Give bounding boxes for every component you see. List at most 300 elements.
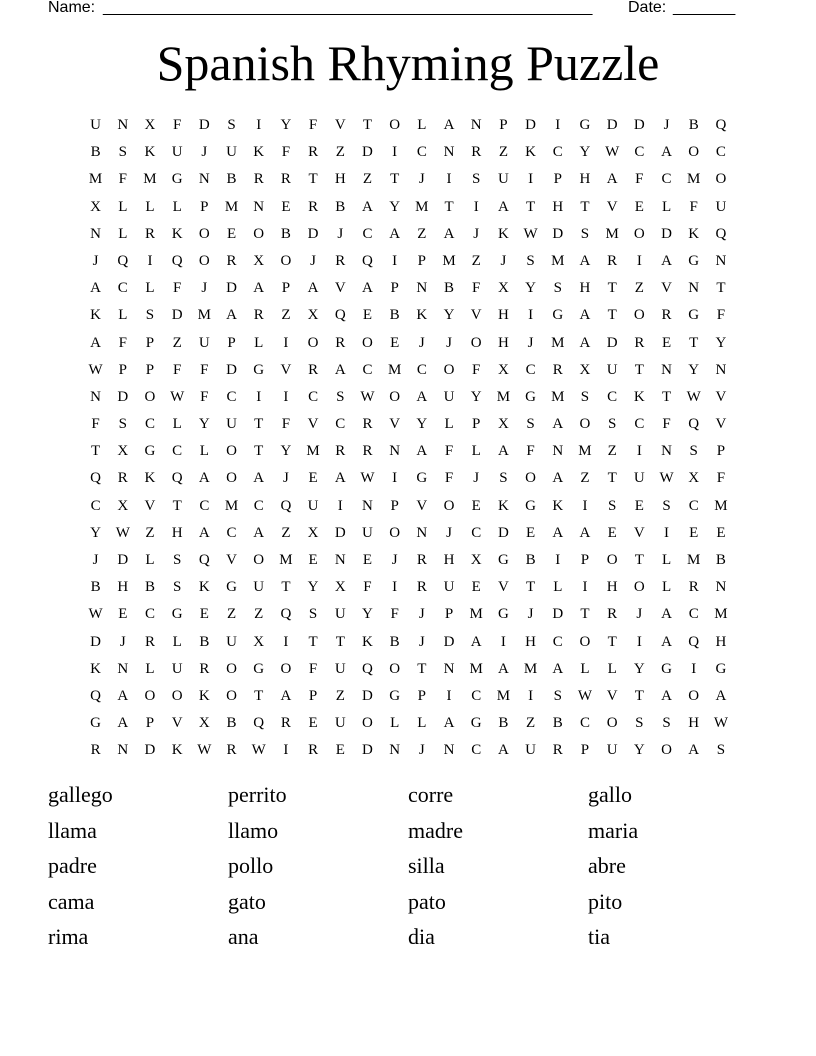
- grid-row: [82, 139, 735, 166]
- grid-letter: G: [253, 361, 265, 378]
- grid-letter: B: [199, 633, 210, 650]
- grid-letter: T: [172, 497, 182, 514]
- grid-letter: X: [497, 416, 509, 433]
- grid-letter: T: [580, 198, 590, 215]
- grid-letter: K: [144, 470, 156, 487]
- grid-letter: D: [606, 334, 618, 351]
- grid-letter: G: [688, 307, 700, 324]
- grid-letter: J: [201, 280, 208, 297]
- grid-letter: S: [526, 416, 535, 433]
- grid-letter: T: [661, 388, 672, 405]
- grid-letter: I: [392, 252, 398, 269]
- grid-letter: H: [334, 171, 346, 188]
- grid-letter: I: [528, 171, 534, 188]
- grid-letter: M: [578, 443, 592, 460]
- grid-letter: W: [170, 388, 185, 405]
- grid-letter: S: [662, 715, 671, 732]
- grid-letter: O: [253, 552, 265, 568]
- grid-letter: M: [224, 198, 239, 215]
- grid-letter: R: [416, 552, 427, 568]
- grid-letter: L: [145, 198, 155, 215]
- grid-letter: D: [226, 280, 237, 297]
- grid-letter: N: [416, 280, 428, 297]
- grid-letter: S: [472, 171, 481, 188]
- grid-letter: C: [471, 524, 482, 541]
- grid-letter: A: [416, 388, 428, 405]
- grid-letter: U: [334, 715, 346, 732]
- grid-letter: J: [337, 225, 344, 242]
- grid-letter: X: [253, 633, 265, 650]
- grid-letter: N: [552, 443, 564, 460]
- grid-letter: L: [145, 660, 155, 677]
- grid-letter: L: [118, 198, 128, 215]
- grid-letter: I: [283, 388, 289, 405]
- grid-letter: L: [172, 416, 182, 433]
- grid-letter: R: [607, 606, 618, 623]
- grid-letter: U: [334, 660, 346, 677]
- grid-letter: Y: [198, 416, 210, 433]
- grid-letter: N: [715, 252, 727, 269]
- grid-letter: M: [224, 497, 239, 514]
- grid-letter: C: [525, 361, 536, 378]
- grid-letter: O: [470, 334, 482, 351]
- grid-letter: G: [525, 388, 537, 405]
- grid-letter: Z: [335, 687, 345, 704]
- grid-letter: U: [606, 361, 618, 378]
- grid-letter: U: [171, 660, 183, 677]
- grid-letter: M: [415, 198, 429, 215]
- grid-letter: C: [226, 524, 237, 541]
- grid-letter: C: [172, 443, 183, 460]
- grid-letter: X: [470, 552, 482, 568]
- grid-row: [82, 302, 735, 329]
- grid-letter: A: [606, 171, 618, 188]
- grid-letter: W: [686, 388, 701, 405]
- grid-letter: O: [362, 334, 373, 351]
- grid-letter: N: [90, 388, 102, 405]
- grid-letter: I: [636, 633, 642, 650]
- grid-letter: C: [90, 497, 101, 514]
- grid-letter: H: [117, 579, 129, 596]
- grid-letter: V: [144, 497, 156, 514]
- grid-letter: C: [362, 225, 373, 242]
- grid-letter: I: [392, 579, 398, 596]
- grid-letter: P: [118, 361, 127, 378]
- grid-letter: W: [88, 606, 103, 623]
- grid-letter: Z: [281, 307, 291, 324]
- grid-letter: C: [253, 497, 264, 514]
- grid-letter: B: [444, 280, 455, 297]
- grid-letter: R: [634, 334, 645, 351]
- grid-letter: A: [443, 225, 455, 242]
- grid-letter: B: [688, 117, 699, 133]
- grid-letter: C: [199, 497, 210, 514]
- grid-letter: L: [145, 280, 155, 297]
- grid-letter: R: [688, 579, 699, 596]
- grid-letter: D: [117, 388, 129, 405]
- grid-letter: S: [635, 715, 644, 732]
- grid-letter: R: [335, 252, 346, 269]
- grid-letter: C: [226, 388, 237, 405]
- grid-letter: R: [144, 633, 155, 650]
- grid-letter: A: [661, 144, 672, 161]
- grid-letter: G: [226, 579, 237, 596]
- grid-letter: S: [172, 579, 182, 596]
- grid-row: [82, 547, 735, 574]
- grid-letter: M: [551, 334, 565, 351]
- grid-letter: V: [606, 687, 618, 704]
- grid-letter: U: [90, 117, 102, 133]
- grid-letter: J: [92, 252, 99, 269]
- grid-letter: Y: [633, 742, 645, 759]
- grid-letter: W: [197, 742, 212, 759]
- grid-letter: J: [282, 470, 289, 487]
- page-title: Spanish Rhyming Puzzle: [156, 35, 660, 91]
- grid-letter: Y: [579, 144, 591, 161]
- grid-letter: G: [470, 715, 482, 732]
- grid-letter: O: [579, 416, 591, 433]
- grid-letter: Y: [633, 660, 645, 677]
- grid-letter: Y: [470, 388, 482, 405]
- grid-letter: Q: [362, 660, 373, 677]
- grid-letter: E: [226, 225, 237, 242]
- grid-letter: U: [226, 633, 237, 650]
- grid-letter: F: [635, 171, 644, 188]
- grid-row: [82, 112, 735, 139]
- grid-letter: A: [117, 687, 129, 704]
- grid-letter: V: [280, 361, 292, 378]
- grid-letter: K: [688, 225, 700, 242]
- grid-letter: W: [88, 361, 103, 378]
- grid-letter: L: [417, 715, 427, 732]
- grid-letter: H: [552, 198, 564, 215]
- grid-letter: S: [172, 552, 182, 568]
- grid-letter: N: [443, 660, 455, 677]
- grid-letter: U: [198, 334, 210, 351]
- grid-letter: O: [362, 715, 373, 732]
- name-blank: _______________________________________________________: [103, 0, 593, 16]
- grid-letter: B: [90, 579, 101, 596]
- grid-letter: V: [606, 198, 618, 215]
- grid-letter: O: [443, 361, 455, 378]
- grid-letter: D: [144, 742, 156, 759]
- grid-letter: N: [362, 497, 373, 514]
- grid-letter: I: [446, 171, 452, 188]
- grid-letter: H: [497, 307, 509, 324]
- grid-letter: E: [362, 307, 373, 324]
- grid-letter: R: [661, 307, 672, 324]
- grid-letter: Y: [362, 606, 373, 623]
- grid-letter: E: [199, 606, 209, 623]
- header: [48, 0, 748, 18]
- grid-letter: G: [552, 307, 564, 324]
- grid-letter: C: [688, 606, 699, 623]
- grid-letter: A: [280, 687, 292, 704]
- grid-letter: I: [283, 334, 289, 351]
- grid-letter: E: [281, 198, 291, 215]
- grid-letter: I: [528, 687, 534, 704]
- grid-letter: L: [118, 225, 128, 242]
- grid-letter: I: [337, 497, 343, 514]
- grid-letter: E: [634, 198, 644, 215]
- grid-letter: A: [389, 225, 401, 242]
- grid-letter: A: [362, 198, 373, 215]
- grid-letter: Q: [688, 633, 700, 650]
- grid-letter: R: [90, 742, 101, 759]
- grid-letter: R: [362, 443, 373, 460]
- grid-letter: U: [334, 606, 346, 623]
- grid-letter: J: [473, 470, 480, 487]
- grid-letter: V: [715, 388, 727, 405]
- grid-letter: V: [497, 579, 509, 596]
- grid-letter: N: [443, 144, 455, 161]
- grid-letter: R: [362, 416, 373, 433]
- grid-letter: J: [418, 742, 425, 759]
- grid-letter: K: [416, 307, 428, 324]
- grid-letter: Y: [688, 361, 700, 378]
- grid-letter: B: [389, 633, 400, 650]
- grid-row: [82, 411, 735, 438]
- grid-letter: A: [552, 524, 564, 541]
- grid-letter: K: [171, 225, 183, 242]
- word-list-item: cama: [48, 888, 95, 914]
- grid-letter: J: [527, 606, 534, 623]
- grid-row: [82, 629, 735, 656]
- word-list-item: gato: [228, 888, 266, 914]
- grid-letter: P: [472, 416, 481, 433]
- grid-letter: V: [171, 715, 183, 732]
- grid-letter: U: [443, 579, 455, 596]
- grid-letter: K: [633, 388, 645, 405]
- grid-letter: V: [334, 117, 346, 133]
- grid-letter: P: [580, 742, 590, 759]
- grid-letter: Z: [417, 225, 427, 242]
- grid-letter: Q: [715, 117, 727, 133]
- grid-letter: R: [144, 225, 155, 242]
- grid-letter: O: [226, 443, 237, 460]
- grid-letter: X: [334, 579, 346, 596]
- grid-letter: U: [633, 470, 645, 487]
- grid-letter: R: [253, 307, 264, 324]
- grid-letter: L: [661, 552, 672, 568]
- grid-letter: T: [281, 579, 291, 596]
- grid-letter: X: [253, 252, 265, 269]
- grid-letter: M: [88, 171, 103, 188]
- grid-letter: L: [390, 715, 400, 732]
- grid-letter: R: [117, 470, 128, 487]
- grid-letter: K: [497, 497, 509, 514]
- grid-letter: V: [334, 280, 346, 297]
- grid-letter: D: [334, 524, 346, 541]
- grid-letter: V: [715, 416, 727, 433]
- grid-letter: A: [443, 117, 455, 133]
- grid-letter: K: [362, 633, 373, 650]
- grid-letter: O: [661, 742, 672, 759]
- grid-letter: H: [443, 552, 455, 568]
- grid-letter: O: [226, 470, 237, 487]
- grid-letter: F: [118, 334, 127, 351]
- grid-letter: R: [308, 361, 319, 378]
- grid-letter: O: [171, 687, 183, 704]
- date-label: Date:: [628, 0, 667, 16]
- grid-letter: T: [634, 552, 644, 568]
- grid-letter: L: [471, 443, 481, 460]
- grid-letter: J: [310, 252, 317, 269]
- grid-letter: F: [689, 198, 698, 215]
- grid-letter: A: [661, 252, 672, 269]
- grid-letter: M: [469, 606, 483, 623]
- grid-letter: G: [579, 117, 591, 133]
- grid-letter: F: [91, 416, 100, 433]
- grid-row: [82, 656, 735, 683]
- grid-letter: U: [226, 416, 237, 433]
- grid-row: [82, 438, 735, 465]
- grid-letter: D: [443, 633, 455, 650]
- grid-letter: M: [197, 307, 212, 324]
- grid-letter: B: [226, 171, 237, 188]
- grid-letter: F: [172, 361, 182, 378]
- grid-letter: I: [446, 687, 452, 704]
- grid-letter: N: [715, 361, 727, 378]
- grid-letter: C: [661, 171, 672, 188]
- grid-letter: M: [143, 171, 157, 188]
- grid-letter: C: [634, 416, 645, 433]
- grid-letter: T: [308, 633, 318, 650]
- grid-letter: K: [497, 225, 509, 242]
- grid-letter: U: [715, 198, 727, 215]
- grid-letter: O: [226, 687, 237, 704]
- grid-letter: F: [281, 416, 291, 433]
- grid-letter: E: [471, 497, 481, 514]
- grid-letter: A: [198, 470, 210, 487]
- grid-letter: D: [226, 361, 237, 378]
- grid-letter: R: [280, 715, 291, 732]
- grid-letter: T: [444, 198, 454, 215]
- grid-letter: U: [362, 524, 373, 541]
- grid-letter: U: [525, 742, 537, 759]
- grid-letter: Y: [280, 117, 292, 133]
- grid-letter: N: [416, 524, 428, 541]
- grid-letter: C: [552, 144, 563, 161]
- grid-letter: E: [362, 552, 373, 568]
- grid-letter: L: [661, 198, 672, 215]
- grid-letter: C: [144, 606, 155, 623]
- grid-letter: Z: [145, 524, 155, 541]
- grid-letter: O: [226, 660, 237, 677]
- grid-letter: T: [607, 280, 617, 297]
- grid-letter: P: [390, 497, 399, 514]
- grid-letter: A: [198, 524, 210, 541]
- grid-letter: L: [553, 579, 563, 596]
- word-list-item: perrito: [228, 782, 287, 807]
- grid-letter: J: [391, 552, 398, 568]
- grid-letter: Z: [335, 144, 345, 161]
- grid-letter: D: [171, 307, 183, 324]
- grid-letter: A: [443, 715, 455, 732]
- grid-letter: W: [251, 742, 266, 759]
- grid-letter: H: [688, 715, 700, 732]
- grid-letter: S: [689, 443, 698, 460]
- grid-letter: P: [417, 252, 427, 269]
- grid-letter: A: [497, 660, 509, 677]
- grid-letter: A: [552, 416, 564, 433]
- grid-letter: D: [606, 117, 618, 133]
- grid-letter: K: [552, 497, 564, 514]
- grid-letter: T: [607, 307, 617, 324]
- grid-letter: Q: [90, 470, 102, 487]
- grid-letter: X: [688, 470, 700, 487]
- grid-letter: J: [446, 524, 452, 541]
- grid-letter: C: [579, 715, 590, 732]
- grid-letter: U: [307, 497, 319, 514]
- grid-letter: T: [634, 361, 644, 378]
- word-search-grid: [82, 112, 735, 765]
- grid-letter: Q: [280, 606, 292, 623]
- grid-letter: G: [416, 470, 428, 487]
- grid-letter: A: [661, 687, 672, 704]
- grid-letter: T: [362, 117, 373, 133]
- grid-letter: U: [226, 144, 237, 161]
- grid-letter: I: [473, 198, 479, 215]
- word-list-item: gallego: [48, 782, 113, 807]
- grid-letter: R: [199, 660, 210, 677]
- grid-letter: O: [389, 524, 401, 541]
- grid-letter: D: [362, 687, 373, 704]
- grid-letter: B: [144, 579, 155, 596]
- grid-letter: M: [714, 606, 728, 623]
- grid-letter: V: [661, 280, 672, 297]
- word-list-item: pato: [408, 888, 446, 914]
- grid-letter: E: [118, 606, 128, 623]
- grid-letter: F: [281, 144, 291, 161]
- name-label: Name:: [48, 0, 96, 16]
- grid-letter: X: [497, 361, 509, 378]
- grid-letter: S: [336, 388, 345, 405]
- grid-letter: E: [661, 334, 672, 351]
- grid-letter: D: [117, 552, 129, 568]
- word-list-item: corre: [408, 782, 454, 807]
- grid-letter: I: [500, 633, 506, 650]
- grid-letter: S: [145, 307, 155, 324]
- grid-letter: J: [418, 606, 425, 623]
- grid-letter: P: [553, 171, 562, 188]
- grid-letter: I: [636, 443, 642, 460]
- grid-letter: F: [172, 117, 182, 133]
- grid-row: [82, 194, 735, 221]
- grid-letter: T: [689, 334, 699, 351]
- grid-letter: F: [472, 280, 481, 297]
- grid-letter: F: [308, 117, 318, 133]
- grid-letter: S: [118, 144, 127, 161]
- grid-letter: U: [443, 388, 455, 405]
- grid-letter: D: [362, 742, 373, 759]
- grid-letter: M: [387, 361, 402, 378]
- grid-letter: O: [633, 225, 645, 242]
- grid-letter: J: [446, 334, 452, 351]
- grid-letter: N: [688, 280, 700, 297]
- grid-letter: L: [118, 307, 128, 324]
- grid-letter: Z: [634, 280, 644, 297]
- grid-letter: J: [418, 633, 425, 650]
- grid-letter: U: [171, 144, 183, 161]
- grid-letter: F: [363, 579, 372, 596]
- grid-letter: I: [283, 633, 289, 650]
- grid-letter: I: [555, 552, 561, 568]
- grid-letter: A: [497, 443, 509, 460]
- grid-letter: T: [526, 579, 536, 596]
- grid-letter: Y: [90, 524, 102, 541]
- grid-letter: R: [226, 742, 237, 759]
